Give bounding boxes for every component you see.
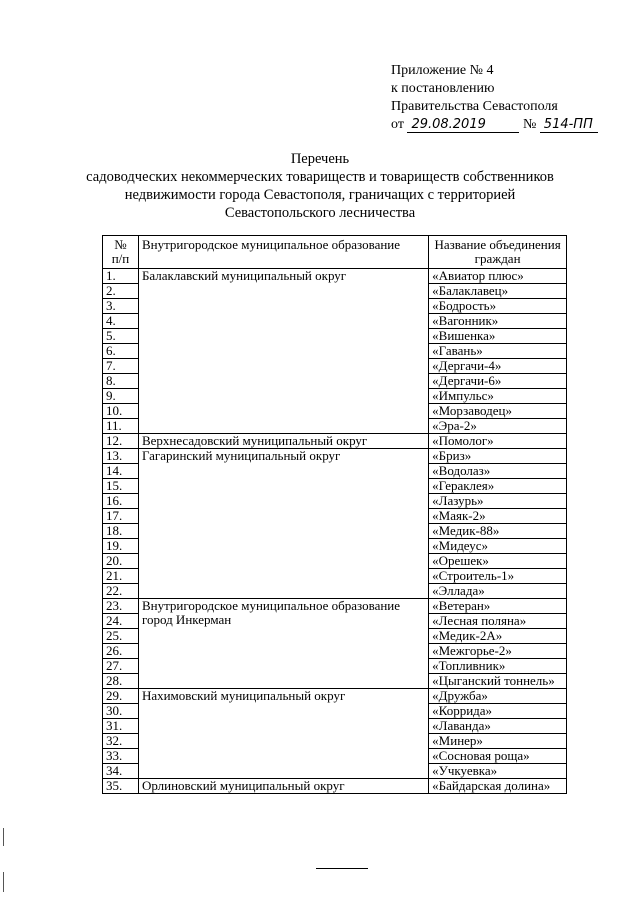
- association-name: «Водолаз»: [429, 464, 567, 479]
- row-number: 28.: [103, 674, 139, 689]
- appendix-date-line: [391, 116, 598, 134]
- row-number: 14.: [103, 464, 139, 479]
- district-cell: Внутригородское муниципальное образование город Инкерман: [138, 599, 428, 689]
- association-name: «Цыганский тоннель»: [429, 674, 567, 689]
- association-name: «Бодрость»: [429, 299, 567, 314]
- association-name: «Лаванда»: [429, 719, 567, 734]
- table-row: [103, 269, 567, 284]
- row-number: 7.: [103, 359, 139, 374]
- scan-edge-mark: [3, 872, 4, 892]
- association-name: «Дергачи-4»: [429, 359, 567, 374]
- district-cell: Орлиновский муниципальный округ: [138, 779, 428, 794]
- row-number: 15.: [103, 479, 139, 494]
- date-prefix: от: [391, 117, 404, 132]
- title-line-3: недвижимости города Севастополя, граничащих с территорией: [124, 187, 516, 203]
- header-district: Внутригородское муниципальное образование: [138, 236, 428, 269]
- row-number: 26.: [103, 644, 139, 659]
- handwritten-number: 514-ПП: [540, 118, 598, 133]
- title-line-4: Севастопольского лесничества: [224, 205, 416, 221]
- table-row: [103, 689, 567, 704]
- row-number: 21.: [103, 569, 139, 584]
- row-number: 16.: [103, 494, 139, 509]
- row-number: 11.: [103, 419, 139, 434]
- table-body: [103, 269, 567, 794]
- scan-edge-mark: [3, 828, 4, 846]
- row-number: 33.: [103, 749, 139, 764]
- row-number: 5.: [103, 329, 139, 344]
- document-title: [0, 150, 640, 222]
- table-row: [103, 779, 567, 794]
- row-number: 4.: [103, 314, 139, 329]
- row-number: 27.: [103, 659, 139, 674]
- association-name: «Маяк-2»: [429, 509, 567, 524]
- association-name: «Вишенка»: [429, 329, 567, 344]
- association-name: «Эллада»: [429, 584, 567, 599]
- row-number: 1.: [103, 269, 139, 284]
- appendix-authority: Правительства Севастополя: [391, 99, 558, 114]
- association-name: «Учкуевка»: [429, 764, 567, 779]
- table-row: [103, 599, 567, 614]
- association-name: «Эра-2»: [429, 419, 567, 434]
- association-name: «Вагонник»: [429, 314, 567, 329]
- row-number: 22.: [103, 584, 139, 599]
- row-number: 2.: [103, 284, 139, 299]
- association-name: «Морзаводец»: [429, 404, 567, 419]
- association-name: «Коррида»: [429, 704, 567, 719]
- associations-table: [102, 235, 567, 794]
- association-name: «Топливник»: [429, 659, 567, 674]
- row-number: 17.: [103, 509, 139, 524]
- association-name: «Гавань»: [429, 344, 567, 359]
- row-number: 23.: [103, 599, 139, 614]
- row-number: 34.: [103, 764, 139, 779]
- header-association-name: Название объединения граждан: [429, 236, 567, 269]
- association-name: «Дружба»: [429, 689, 567, 704]
- row-number: 10.: [103, 404, 139, 419]
- association-name: «Байдарская долина»: [429, 779, 567, 794]
- district-cell: Балаклавский муниципальный округ: [138, 269, 428, 434]
- association-name: «Помолог»: [429, 434, 567, 449]
- row-number: 8.: [103, 374, 139, 389]
- handwritten-date: 29.08.2019: [407, 118, 519, 133]
- header-number: № п/п: [103, 236, 139, 269]
- row-number: 25.: [103, 629, 139, 644]
- row-number: 3.: [103, 299, 139, 314]
- appendix-number: Приложение № 4: [391, 63, 494, 78]
- table-header-row: [103, 236, 567, 269]
- row-number: 30.: [103, 704, 139, 719]
- district-cell: Нахимовский муниципальный округ: [138, 689, 428, 779]
- row-number: 35.: [103, 779, 139, 794]
- appendix-reference: к постановлению: [391, 81, 495, 96]
- table-row: [103, 434, 567, 449]
- table-row: [103, 449, 567, 464]
- association-name: «Медик-2А»: [429, 629, 567, 644]
- association-name: «Мидеус»: [429, 539, 567, 554]
- district-cell: Верхнесадовский муниципальный округ: [138, 434, 428, 449]
- row-number: 19.: [103, 539, 139, 554]
- association-name: «Медик-88»: [429, 524, 567, 539]
- row-number: 6.: [103, 344, 139, 359]
- row-number: 24.: [103, 614, 139, 629]
- association-name: «Балаклавец»: [429, 284, 567, 299]
- association-name: «Лесная поляна»: [429, 614, 567, 629]
- association-name: «Строитель-1»: [429, 569, 567, 584]
- title-line-1: Перечень: [290, 151, 350, 167]
- district-cell: Гагаринский муниципальный округ: [138, 449, 428, 599]
- row-number: 13.: [103, 449, 139, 464]
- number-prefix: №: [522, 117, 537, 132]
- row-number: 31.: [103, 719, 139, 734]
- row-number: 12.: [103, 434, 139, 449]
- association-name: «Сосновая роща»: [429, 749, 567, 764]
- association-name: «Минер»: [429, 734, 567, 749]
- association-name: «Орешек»: [429, 554, 567, 569]
- row-number: 32.: [103, 734, 139, 749]
- association-name: «Межгорье-2»: [429, 644, 567, 659]
- association-name: «Ветеран»: [429, 599, 567, 614]
- association-name: «Гераклея»: [429, 479, 567, 494]
- row-number: 20.: [103, 554, 139, 569]
- appendix-header: [391, 62, 598, 134]
- association-name: «Дергачи-6»: [429, 374, 567, 389]
- bottom-divider: [316, 868, 368, 869]
- title-line-2: садоводческих некоммерческих товариществ и товариществ собственников: [86, 169, 554, 185]
- association-name: «Бриз»: [429, 449, 567, 464]
- association-name: «Авиатор плюс»: [429, 269, 567, 284]
- association-name: «Импульс»: [429, 389, 567, 404]
- row-number: 9.: [103, 389, 139, 404]
- association-name: «Лазурь»: [429, 494, 567, 509]
- row-number: 18.: [103, 524, 139, 539]
- row-number: 29.: [103, 689, 139, 704]
